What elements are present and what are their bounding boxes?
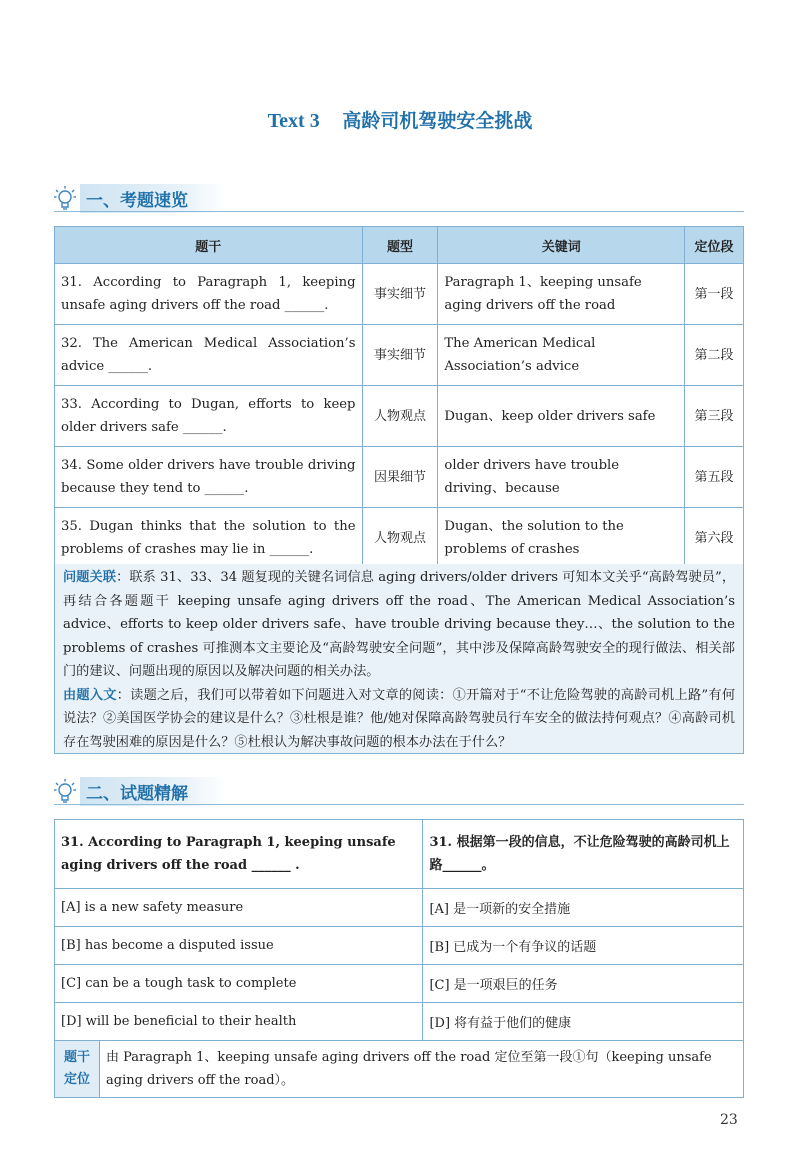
locate-tag: 题干定位 (55, 1041, 100, 1098)
table-row (55, 508, 744, 569)
locate-text: 由 Paragraph 1、keeping unsafe aging drivers off the road 定位至第一段①句（keeping unsafe aging drivers off the road）。 (100, 1041, 744, 1098)
question-en: 31. According to Paragraph 1, keeping unsafe aging drivers off the road ______ . (55, 820, 423, 889)
table-row (55, 264, 744, 325)
type-cell: 因果细节 (362, 447, 438, 508)
stem-cell: 33. According to Dugan, efforts to keep older drivers safe ______. (55, 386, 363, 447)
keyword-cell: Paragraph 1、keeping unsafe aging drivers off the road (438, 264, 685, 325)
col-header: 关键词 (438, 227, 685, 264)
table-row (55, 325, 744, 386)
keyword-cell: older drivers have trouble driving、because (438, 447, 685, 508)
col-header: 题型 (362, 227, 438, 264)
stem-cell: 32. The American Medical Association’s advice ______. (55, 325, 363, 386)
question-table (54, 819, 744, 1098)
type-cell: 人物观点 (362, 508, 438, 569)
option-en: [D] will be beneficial to their health (55, 1003, 423, 1041)
option-en: [C] can be a tough task to complete (55, 965, 423, 1003)
relation-paragraph (63, 566, 735, 684)
page-title (0, 106, 800, 133)
option-row (55, 965, 744, 1003)
option-row (55, 889, 744, 927)
lightbulb-icon (54, 185, 76, 213)
location-cell: 第二段 (685, 325, 744, 386)
table-row (55, 447, 744, 508)
section1-title: 一、考题速览 (80, 184, 226, 213)
option-en: [A] is a new safety measure (55, 889, 423, 927)
option-row (55, 927, 744, 965)
page-number: 23 (720, 1112, 738, 1128)
section1-heading (54, 184, 226, 213)
col-header: 定位段 (685, 227, 744, 264)
entry-text: ：读题之后，我们可以带着如下问题进入对文章的阅读：①开篇对于“不让危险驾驶的高龄司机上路”有何说法？②美国医学协会的建议是什么？③杜根是谁？他/她对保障高龄驾驶员行车安全的做法持何观点？④高龄司机存在驾驶困难的原因是什么？⑤杜根认为解决事故问题的根本办法在于什么？ (63, 687, 736, 750)
option-cn: [A] 是一项新的安全措施 (423, 889, 744, 927)
section1-rule (54, 211, 744, 212)
section2-heading (54, 777, 226, 806)
col-header: 题干 (55, 227, 363, 264)
stem-cell: 31. According to Paragraph 1, keeping unsafe aging drivers off the road ______. (55, 264, 363, 325)
type-cell: 事实细节 (362, 325, 438, 386)
stem-cell: 35. Dugan thinks that the solution to the problems of crashes may lie in ______. (55, 508, 363, 569)
option-cn: [D] 将有益于他们的健康 (423, 1003, 744, 1041)
overview-table (54, 226, 744, 569)
table-header-row (55, 227, 744, 264)
question-row (55, 820, 744, 889)
section2-title: 二、试题精解 (80, 777, 226, 806)
type-cell: 人物观点 (362, 386, 438, 447)
table-row (55, 386, 744, 447)
keyword-cell: The American Medical Association’s advice (438, 325, 685, 386)
relation-text: ：联系 31、33、34 题复现的关键名词信息 aging drivers/older drivers 可知本文关乎“高龄驾驶员”，再结合各题题干 keeping unsafe aging drivers off the road、The American Medical Association’s advice、efforts to keep older drivers safe、have trouble driving because they…、the solution to the problems of crashes 可推测本文主要论及“高龄驾驶安全问题”，其中涉及保障高龄驾驶安全的现行做法、相关部门的建议、问题出现的原因以及解决问题的相关办法。 (63, 570, 735, 679)
text-title: 高龄司机驾驶安全挑战 (342, 110, 533, 132)
location-cell: 第五段 (685, 447, 744, 508)
text-number: Text 3 (267, 110, 320, 132)
entry-paragraph (63, 684, 735, 755)
option-row (55, 1003, 744, 1041)
question-cn: 31. 根据第一段的信息，不让危险驾驶的高龄司机上路______。 (423, 820, 744, 889)
stem-cell: 34. Some older drivers have trouble driving because they tend to ______. (55, 447, 363, 508)
option-cn: [B] 已成为一个有争议的话题 (423, 927, 744, 965)
option-cn: [C] 是一项艰巨的任务 (423, 965, 744, 1003)
type-cell: 事实细节 (362, 264, 438, 325)
location-cell: 第一段 (685, 264, 744, 325)
entry-label: 由题入文 (63, 687, 117, 703)
location-cell: 第三段 (685, 386, 744, 447)
lightbulb-icon (54, 778, 76, 806)
section2-rule (54, 804, 744, 805)
keyword-cell: Dugan、the solution to the problems of crashes (438, 508, 685, 569)
location-cell: 第六段 (685, 508, 744, 569)
analysis-box (54, 564, 744, 754)
locate-row (55, 1041, 744, 1098)
relation-label: 问题关联 (63, 570, 117, 585)
option-en: [B] has become a disputed issue (55, 927, 423, 965)
keyword-cell: Dugan、keep older drivers safe (438, 386, 685, 447)
